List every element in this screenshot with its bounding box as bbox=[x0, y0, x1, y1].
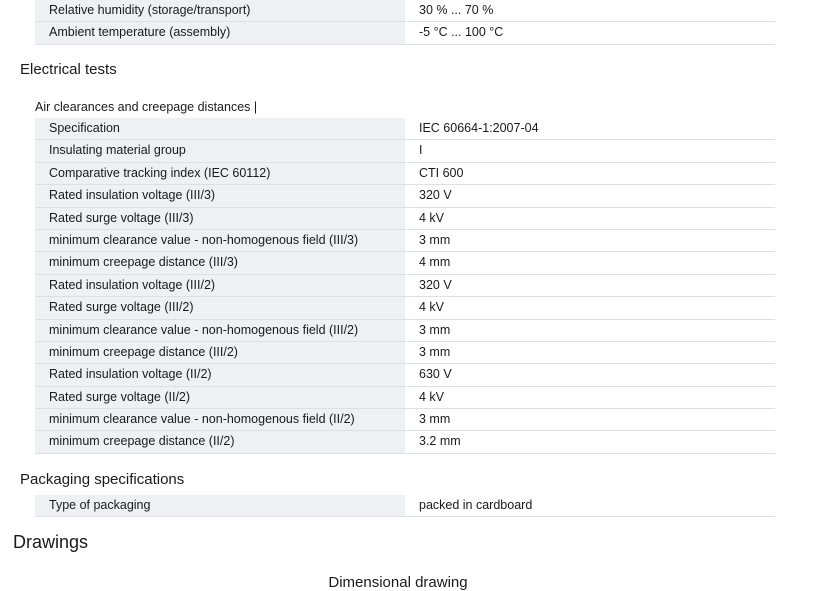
row-value: -5 °C ... 100 °C bbox=[405, 22, 775, 43]
environmental-table bbox=[35, 0, 775, 45]
table-row bbox=[35, 387, 775, 409]
row-label: Insulating material group bbox=[35, 140, 405, 161]
row-value: CTI 600 bbox=[405, 163, 775, 184]
dimensional-drawing-caption: Dimensional drawing bbox=[328, 574, 468, 591]
row-value: 3 mm bbox=[405, 230, 775, 251]
table-row bbox=[35, 275, 775, 297]
row-label: Specification bbox=[35, 118, 405, 139]
row-value: 3 mm bbox=[405, 320, 775, 341]
row-label: minimum clearance value - non-homogenous field (III/3) bbox=[35, 230, 405, 251]
row-value: 3 mm bbox=[405, 342, 775, 363]
row-label: Rated surge voltage (II/2) bbox=[35, 387, 405, 408]
row-value: 320 V bbox=[405, 185, 775, 206]
row-value: packed in cardboard bbox=[405, 495, 775, 516]
table-row bbox=[35, 320, 775, 342]
table-row bbox=[35, 163, 775, 185]
row-label: minimum clearance value - non-homogenous field (II/2) bbox=[35, 409, 405, 430]
row-value: 4 kV bbox=[405, 387, 775, 408]
table-row bbox=[35, 297, 775, 319]
row-value: 3.2 mm bbox=[405, 431, 775, 452]
row-label: Rated insulation voltage (II/2) bbox=[35, 364, 405, 385]
air-clearances-subheading: Air clearances and creepage distances | bbox=[35, 100, 258, 114]
table-row bbox=[35, 495, 775, 517]
row-value: I bbox=[405, 140, 775, 161]
row-label: Rated insulation voltage (III/2) bbox=[35, 275, 405, 296]
row-label: Ambient temperature (assembly) bbox=[35, 22, 405, 43]
table-row bbox=[35, 230, 775, 252]
table-row bbox=[35, 252, 775, 274]
table-row bbox=[35, 140, 775, 162]
drawings-heading: Drawings bbox=[13, 532, 89, 552]
row-value: 4 kV bbox=[405, 297, 775, 318]
electrical-tests-heading: Electrical tests bbox=[20, 61, 117, 78]
row-label: minimum creepage distance (III/2) bbox=[35, 342, 405, 363]
table-row bbox=[35, 22, 775, 44]
table-row bbox=[35, 118, 775, 140]
packaging-table bbox=[35, 495, 775, 517]
row-value: 30 % ... 70 % bbox=[405, 0, 775, 21]
table-row bbox=[35, 364, 775, 386]
row-label: Rated insulation voltage (III/3) bbox=[35, 185, 405, 206]
table-row bbox=[35, 185, 775, 207]
table-row bbox=[35, 342, 775, 364]
row-label: Type of packaging bbox=[35, 495, 405, 516]
row-label: minimum clearance value - non-homogenous field (III/2) bbox=[35, 320, 405, 341]
row-value: 630 V bbox=[405, 364, 775, 385]
electrical-table bbox=[35, 118, 775, 454]
row-value: 320 V bbox=[405, 275, 775, 296]
row-label: Rated surge voltage (III/3) bbox=[35, 208, 405, 229]
row-label: minimum creepage distance (II/2) bbox=[35, 431, 405, 452]
row-value: 4 mm bbox=[405, 252, 775, 273]
row-label: Comparative tracking index (IEC 60112) bbox=[35, 163, 405, 184]
table-row bbox=[35, 409, 775, 431]
row-label: Rated surge voltage (III/2) bbox=[35, 297, 405, 318]
row-label: minimum creepage distance (III/3) bbox=[35, 252, 405, 273]
table-row bbox=[35, 208, 775, 230]
row-label: Relative humidity (storage/transport) bbox=[35, 0, 405, 21]
table-row bbox=[35, 0, 775, 22]
row-value: IEC 60664-1:2007-04 bbox=[405, 118, 775, 139]
row-value: 4 kV bbox=[405, 208, 775, 229]
row-value: 3 mm bbox=[405, 409, 775, 430]
packaging-specifications-heading: Packaging specifications bbox=[20, 471, 185, 488]
table-row bbox=[35, 431, 775, 453]
